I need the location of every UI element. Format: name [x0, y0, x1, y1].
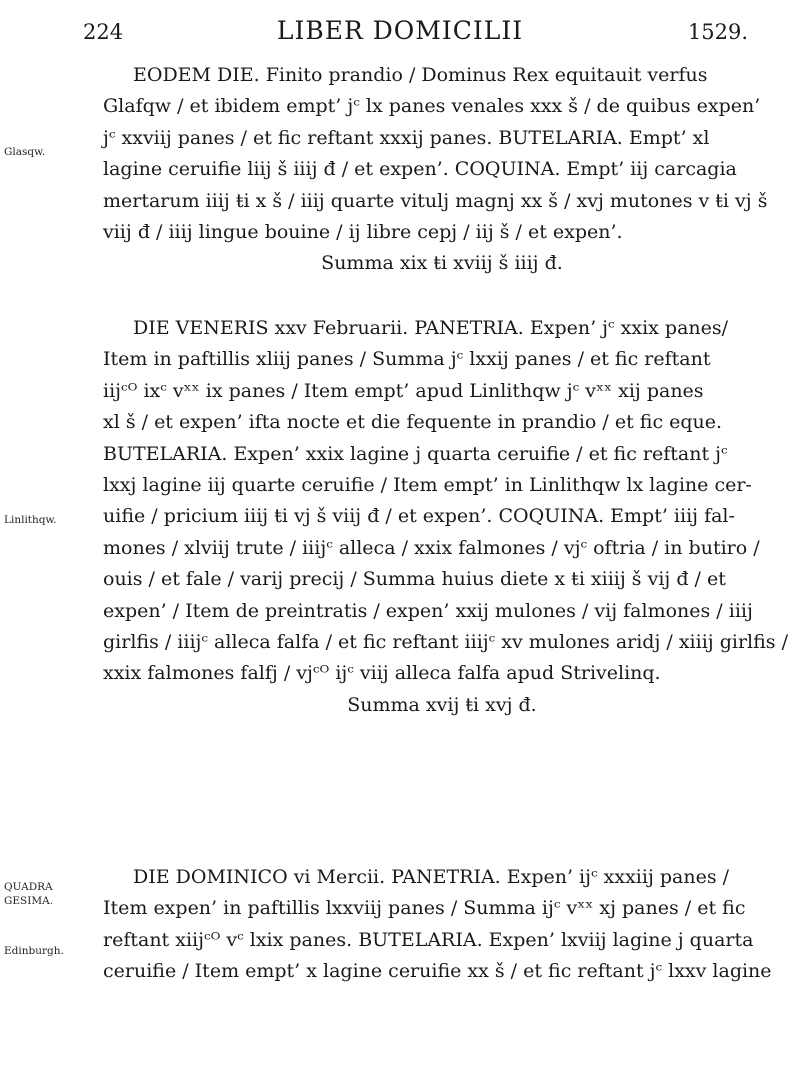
year: 1529. — [687, 20, 748, 44]
page-number: 224 — [83, 20, 124, 44]
text-line: viij đ / iiij lingue bouine / ij libre cepj / iij š / et expen’. — [103, 220, 623, 243]
text-line: Item in paftillis xliij panes / Summa jᶜ lxxij panes / et fic reftant — [103, 348, 711, 371]
entry-die-veneris — [103, 313, 788, 721]
running-header — [0, 14, 800, 54]
margin-note-glasqw: Glasqw. — [4, 146, 46, 158]
text-line: xl š / et expen’ ifta nocte et die fequente in prandio / et fic eque. — [103, 411, 723, 434]
summa-line: Summa xix ŧi xviij š iiij đ. — [321, 252, 563, 275]
text-line: DIE VENERIS xxv Februarii. PANETRIA. Expen’ jᶜ xxix panes/ — [133, 317, 729, 339]
margin-note-edinburgh: Edinburgh. — [4, 945, 64, 957]
text-line: BUTELARIA. Expen’ xxix lagine j quarta ceruifie / et fic reftant jᶜ — [103, 442, 728, 465]
text-line: iijᶜᴼ ixᶜ vˣˣ ix panes / Item empt’ apud Linlithqw jᶜ vˣˣ xij panes — [103, 379, 704, 402]
text-line: mertarum iiij ŧi x š / iiij quarte vitulj magnj xx š / xvj mutones v ŧi vj š — [103, 189, 768, 212]
text-line: lagine ceruifie liij š iiij đ / et expen’. COQUINA. Empt’ iij carcagia — [103, 158, 737, 181]
text-line: EODEM DIE. Finito prandio / Dominus Rex equitauit verfus — [133, 64, 708, 86]
margin-note-gesima: GESIMA. — [4, 895, 54, 907]
text-line: jᶜ xxviij panes / et fic reftant xxxij panes. BUTELARIA. Empt’ xl — [103, 126, 710, 149]
running-title: LIBER DOMICILII — [276, 16, 524, 45]
summa-line: Summa xvij ŧi xvj đ. — [347, 693, 537, 716]
text-line: ouis / et fale / varij precij / Summa huius diete x ŧi xiiij š vij đ / et — [103, 568, 726, 591]
text-line: girlfis / iiijᶜ alleca falfa / et fic reftant iiijᶜ xv mulones aridj / xiiij girlfis / — [103, 630, 788, 653]
entry-eodem-die — [103, 60, 781, 280]
text-line: reftant xiijᶜᴼ vᶜ lxix panes. BUTELARIA. Expen’ lxviij lagine j quarta — [103, 928, 754, 951]
text-line: expen’ / Item de preintratis / expen’ xxij mulones / vij falmones / iiij — [103, 599, 753, 622]
text-line: Glafqw / et ibidem empt’ jᶜ lx panes venales xxx š / de quibus expen’ — [103, 95, 761, 118]
text-line: ceruifie / Item empt’ x lagine ceruifie xx š / et fic reftant jᶜ lxxv lagine — [103, 960, 772, 983]
text-line: DIE DOMINICO vi Mercii. PANETRIA. Expen’ ijᶜ xxxiij panes / — [133, 866, 730, 888]
text-line: lxxj lagine iij quarte ceruifie / Item empt’ in Linlithqw lx lagine cer- — [103, 473, 752, 496]
text-line: mones / xlviij trute / iiijᶜ alleca / xxix falmones / vjᶜ oftria / in butiro / — [103, 536, 760, 559]
margin-note-linlithqw: Linlithqw. — [4, 514, 57, 526]
margin-note-quadra: QUADRA — [4, 881, 53, 893]
text-line: Item expen’ in paftillis lxxviij panes / Summa ijᶜ vˣˣ xj panes / et fic — [103, 897, 746, 920]
text-line: uifie / pricium iiij ŧi vj š viij đ / et expen’. COQUINA. Empt’ iiij fal- — [103, 505, 735, 528]
entry-die-dominico — [103, 862, 781, 988]
text-line: xxix falmones falfj / vjᶜᴼ ijᶜ viij alleca falfa apud Strivelinq. — [103, 662, 661, 685]
